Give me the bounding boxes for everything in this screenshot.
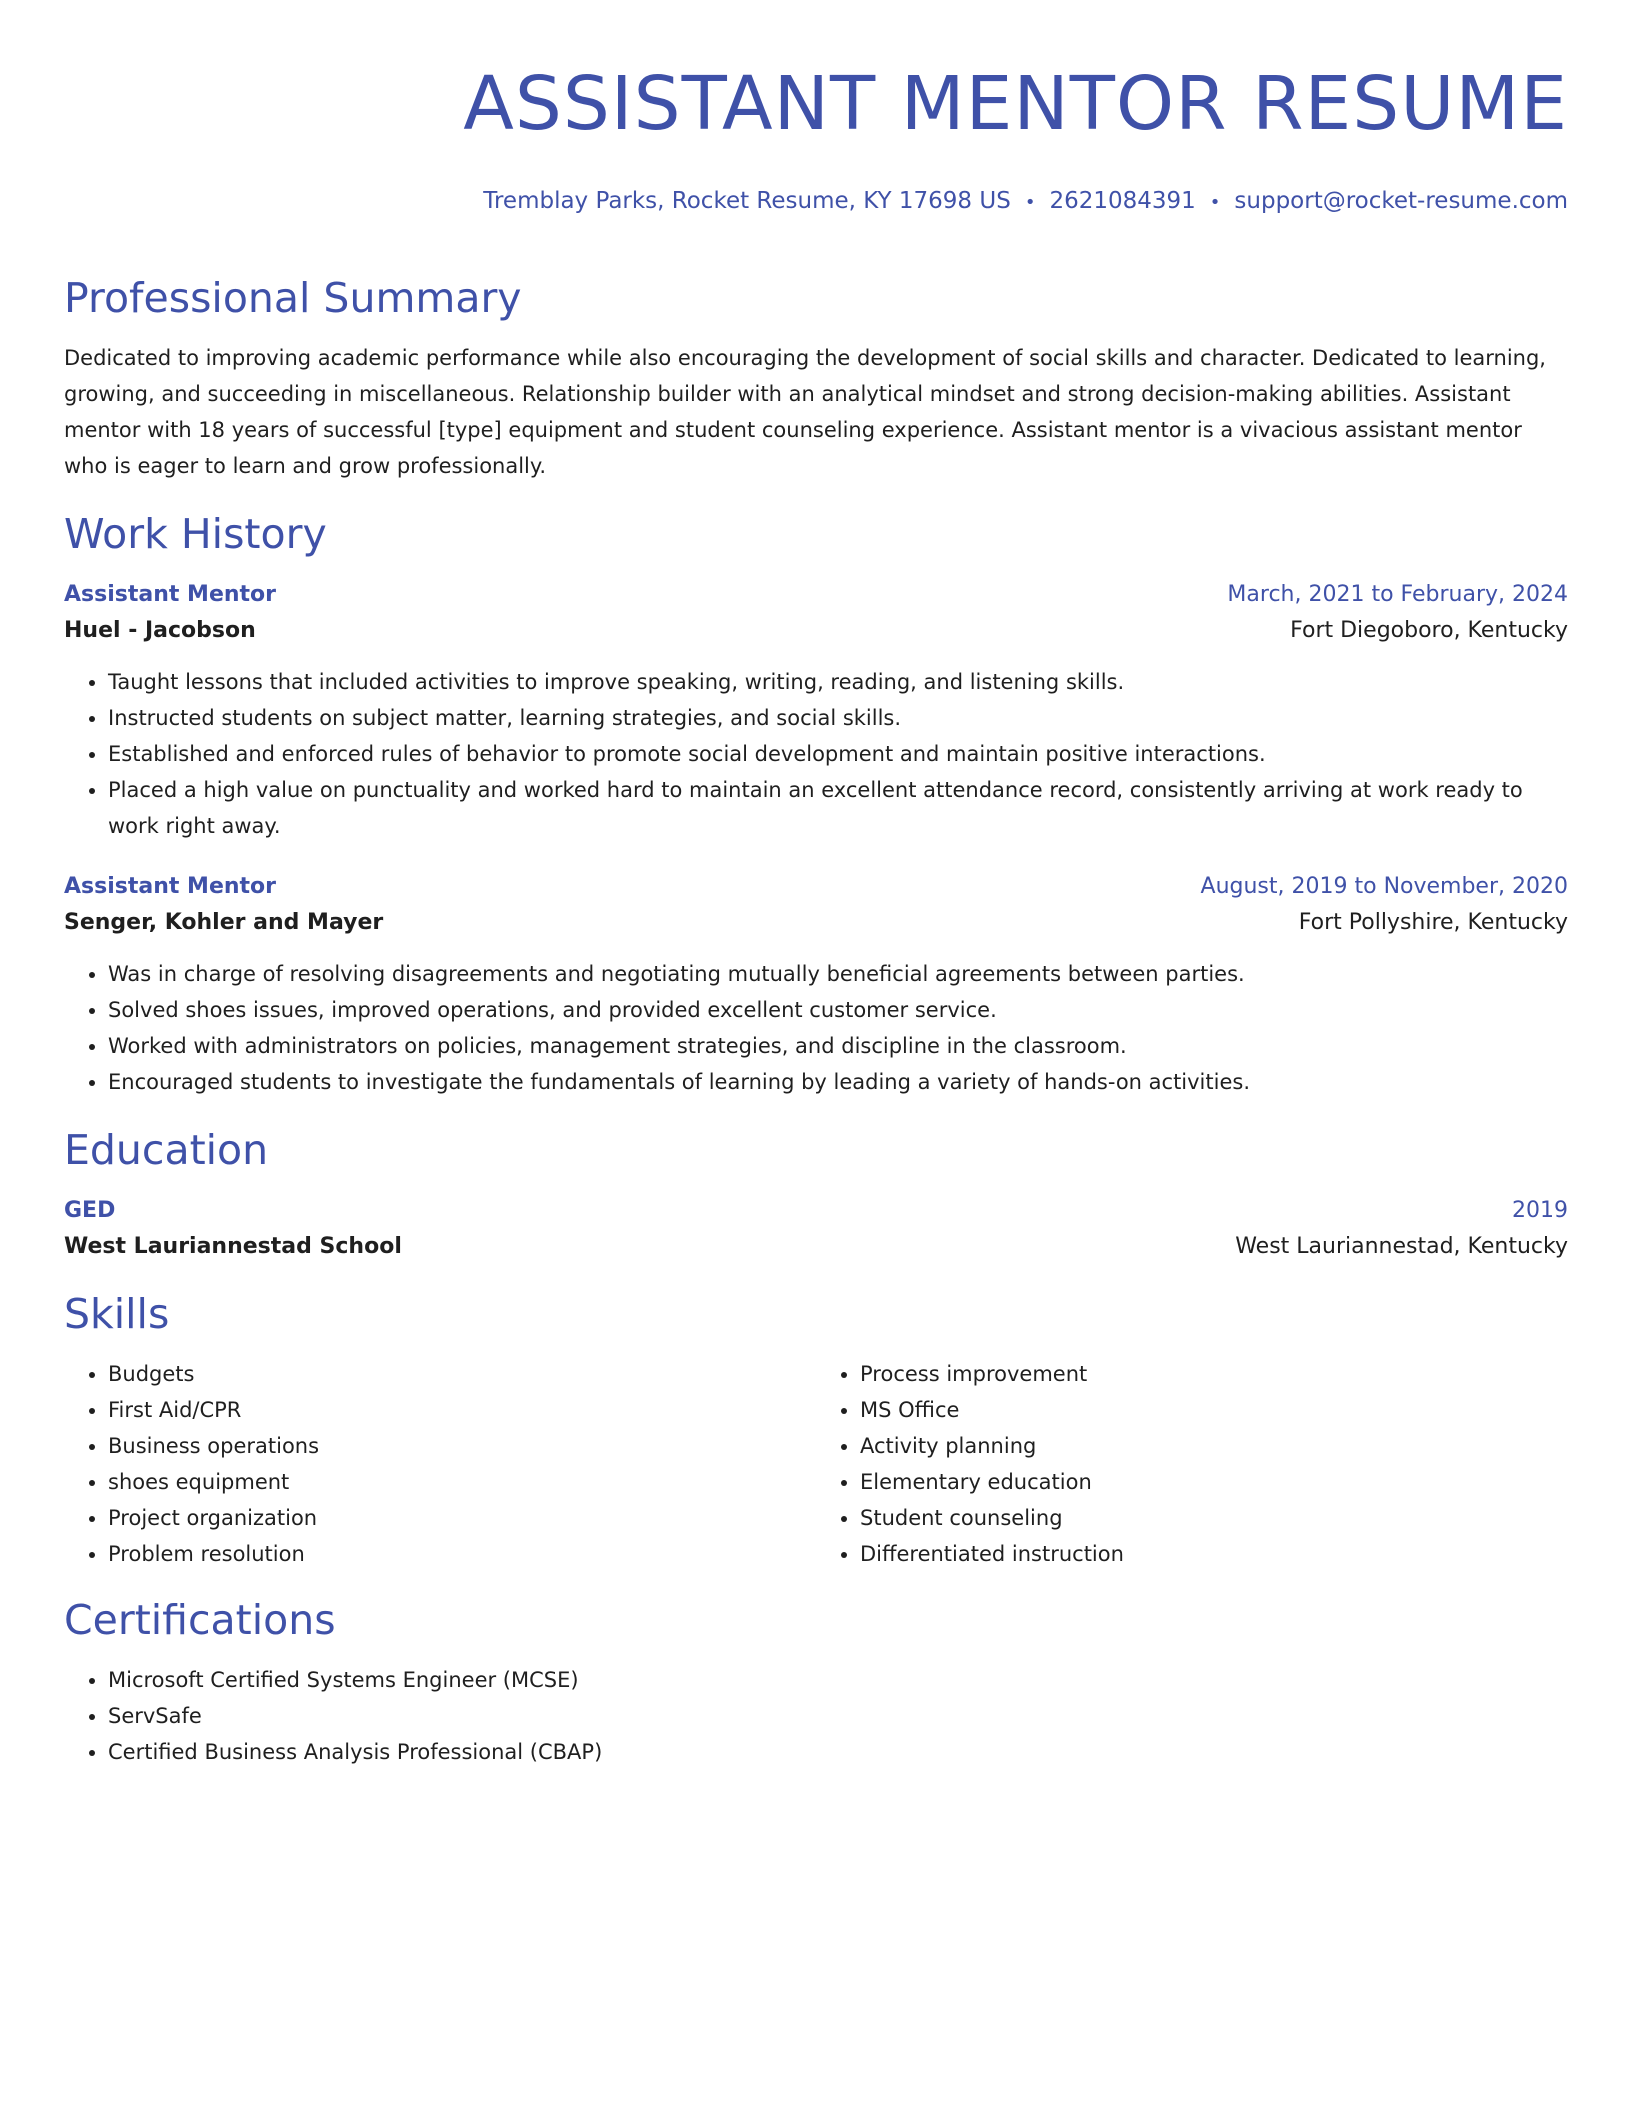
list-item: • Microsoft Certified Systems Engineer (MCSE) (108, 1662, 1568, 1698)
list-item: • shoes equipment (108, 1464, 816, 1500)
education-entry (64, 1194, 1568, 1266)
summary-text: Dedicated to improving academic performance while also encouraging the development of social skills and character. Dedicated to learning, growing, and succeeding in miscellaneous. Relationship builder with an analytical mindset and strong decision-making abilities. Assistant mentor with 18 years of successful [type] equipment and student counseling experience. Assistant mentor is a vivacious assistant mentor who is eager to learn and grow professionally. (64, 346, 1546, 478)
job-header-row (64, 870, 1568, 904)
section-title-education: Education (64, 1126, 269, 1174)
education-year: 2019 (1512, 1198, 1568, 1223)
contact-line (64, 186, 1568, 218)
list-item: • First Aid/CPR (108, 1392, 816, 1428)
contact-separator: • (1024, 192, 1036, 213)
list-item: • Business operations (108, 1428, 816, 1464)
job-employer: Senger, Kohler and Mayer (64, 910, 384, 935)
contact-phone: 2621084391 (1049, 188, 1196, 214)
list-item: • Taught lessons that included activities to improve speaking, writing, reading, and listening skills. (108, 664, 1568, 700)
contact-address: Tremblay Parks, Rocket Resume, KY 17698 US (483, 188, 1011, 214)
list-item: • Placed a high value on punctuality and worked hard to maintain an excellent attendance record, consistently arriving at work ready to work right away. (108, 772, 1568, 844)
education-degree: GED (64, 1198, 116, 1223)
certifications-list (64, 1662, 1568, 1770)
job-title: Assistant Mentor (64, 874, 277, 899)
list-item: • MS Office (860, 1392, 1568, 1428)
list-item: • ServSafe (108, 1698, 1568, 1734)
education-location: West Lauriannestad, Kentucky (1235, 1234, 1568, 1259)
section-title-certifications: Certifications (64, 1596, 336, 1644)
list-item: • Budgets (108, 1356, 816, 1392)
list-item: • Project organization (108, 1500, 816, 1536)
contact-email[interactable]: support@rocket-resume.com (1234, 188, 1568, 214)
list-item: • Student counseling (860, 1500, 1568, 1536)
section-title-work-history: Work History (64, 510, 327, 558)
job-employer-row (64, 904, 1568, 942)
job-location: Fort Diegoboro, Kentucky (1290, 618, 1568, 643)
job-employer: Huel - Jacobson (64, 618, 256, 643)
list-item: • Elementary education (860, 1464, 1568, 1500)
job-entry (64, 870, 1568, 1100)
section-title-summary: Professional Summary (64, 274, 522, 322)
list-item: • Process improvement (860, 1356, 1568, 1392)
job-location: Fort Pollyshire, Kentucky (1298, 910, 1568, 935)
resume-title: ASSISTANT MENTOR RESUME (463, 61, 1568, 147)
list-item: • Worked with administrators on policies, management strategies, and discipline in the classroom. (108, 1028, 1568, 1064)
list-item: • Activity planning (860, 1428, 1568, 1464)
education-school: West Lauriannestad School (64, 1234, 402, 1259)
skills-list-right (816, 1356, 1568, 1572)
list-item: • Differentiated instruction (860, 1536, 1568, 1572)
job-dates: March, 2021 to February, 2024 (1227, 582, 1568, 607)
list-item: • Certified Business Analysis Professional (CBAP) (108, 1734, 1568, 1770)
section-title-skills: Skills (64, 1290, 170, 1338)
list-item: • Established and enforced rules of behavior to promote social development and maintain positive interactions. (108, 736, 1568, 772)
skills-grid (64, 1356, 1568, 1572)
job-employer-row (64, 612, 1568, 650)
skills-list-left (64, 1356, 816, 1572)
contact-separator: • (1209, 192, 1221, 213)
job-title: Assistant Mentor (64, 582, 277, 607)
list-item: • Was in charge of resolving disagreements and negotiating mutually beneficial agreements between parties. (108, 956, 1568, 992)
job-header-row (64, 578, 1568, 612)
resume-header (64, 56, 1568, 218)
list-item: • Instructed students on subject matter, learning strategies, and social skills. (108, 700, 1568, 736)
list-item: • Solved shoes issues, improved operations, and provided excellent customer service. (108, 992, 1568, 1028)
job-dates: August, 2019 to November, 2020 (1200, 874, 1568, 899)
job-bullets (64, 956, 1568, 1100)
education-header-row (64, 1194, 1568, 1228)
list-item: • Problem resolution (108, 1536, 816, 1572)
education-school-row (64, 1228, 1568, 1266)
job-bullets (64, 664, 1568, 844)
list-item: • Encouraged students to investigate the fundamentals of learning by leading a variety of hands-on activities. (108, 1064, 1568, 1100)
job-entry (64, 578, 1568, 844)
